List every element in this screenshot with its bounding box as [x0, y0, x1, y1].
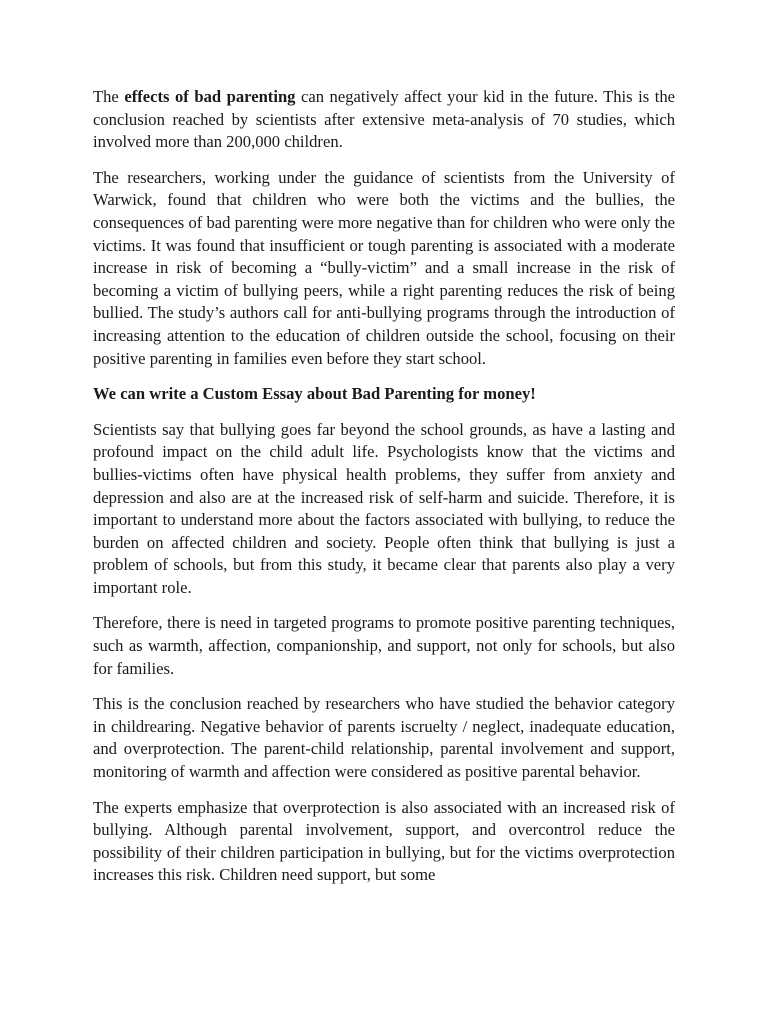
custom-essay-heading: We can write a Custom Essay about Bad Parenting for money!: [93, 384, 536, 404]
behavior-category-paragraph: This is the conclusion reached by researchers who have studied the behavior category in childrearing. Negative behavior of parents iscruelty / neglect, inadequate education, and overprotection. The parent-child relationship, parental involvement and support, monitoring of warmth and affection were considered as positive parental behavior.: [93, 694, 675, 782]
bullying-impact-paragraph: Scientists say that bullying goes far beyond the school grounds, as have a lasting and profound impact on the child adult life. Psychologists know that the victims and bullies-victims often have physical health problems, they suffer from anxiety and depression and also are at the increased risk of self-harm and suicide. Therefore, it is important to understand more about the factors associated with bullying, to reduce the burden on affected children and society. People often think that bullying is just a problem of schools, but from this study, it became clear that parents also play a very important role.: [93, 419, 675, 597]
document-page: [93, 86, 675, 900]
targeted-programs-paragraph: Therefore, there is need in targeted programs to promote positive parenting techniques, such as warmth, affection, companionship, and support, not only for schools, but also for families.: [93, 613, 675, 678]
intro-text-start: The: [93, 87, 125, 106]
intro-bold-phrase: effects of bad parenting: [124, 87, 296, 106]
intro-paragraph: [93, 86, 675, 154]
overprotection-paragraph: The experts emphasize that overprotection is also associated with an increased risk of bullying. Although parental involvement, support, and overcontrol reduce the possibility of their children participation in bullying, but for the victims overprotection increases this risk. Children need support, but some: [93, 797, 675, 885]
research-paragraph: The researchers, working under the guidance of scientists from the University of Warwick, found that children who were both the victims and the bullies, the consequences of bad parenting were more negative than for children who were only the victims. It was found that insufficient or tough parenting is associated with a moderate increase in risk of becoming a “bully-victim” and a small increase in the risk of becoming a victim of bullying peers, while a right parenting reduces the risk of being bullied. The study’s authors call for anti-bullying programs through the introduction of increasing attention to the education of children outside the school, focusing on their positive parenting in families even before they start school.: [93, 167, 675, 368]
intro-text-end: can negatively affect your kid in the future. This is the conclusion reached by scientists after extensive meta-analysis of 70 studies, which involved more than 200,000 children.: [93, 87, 675, 152]
